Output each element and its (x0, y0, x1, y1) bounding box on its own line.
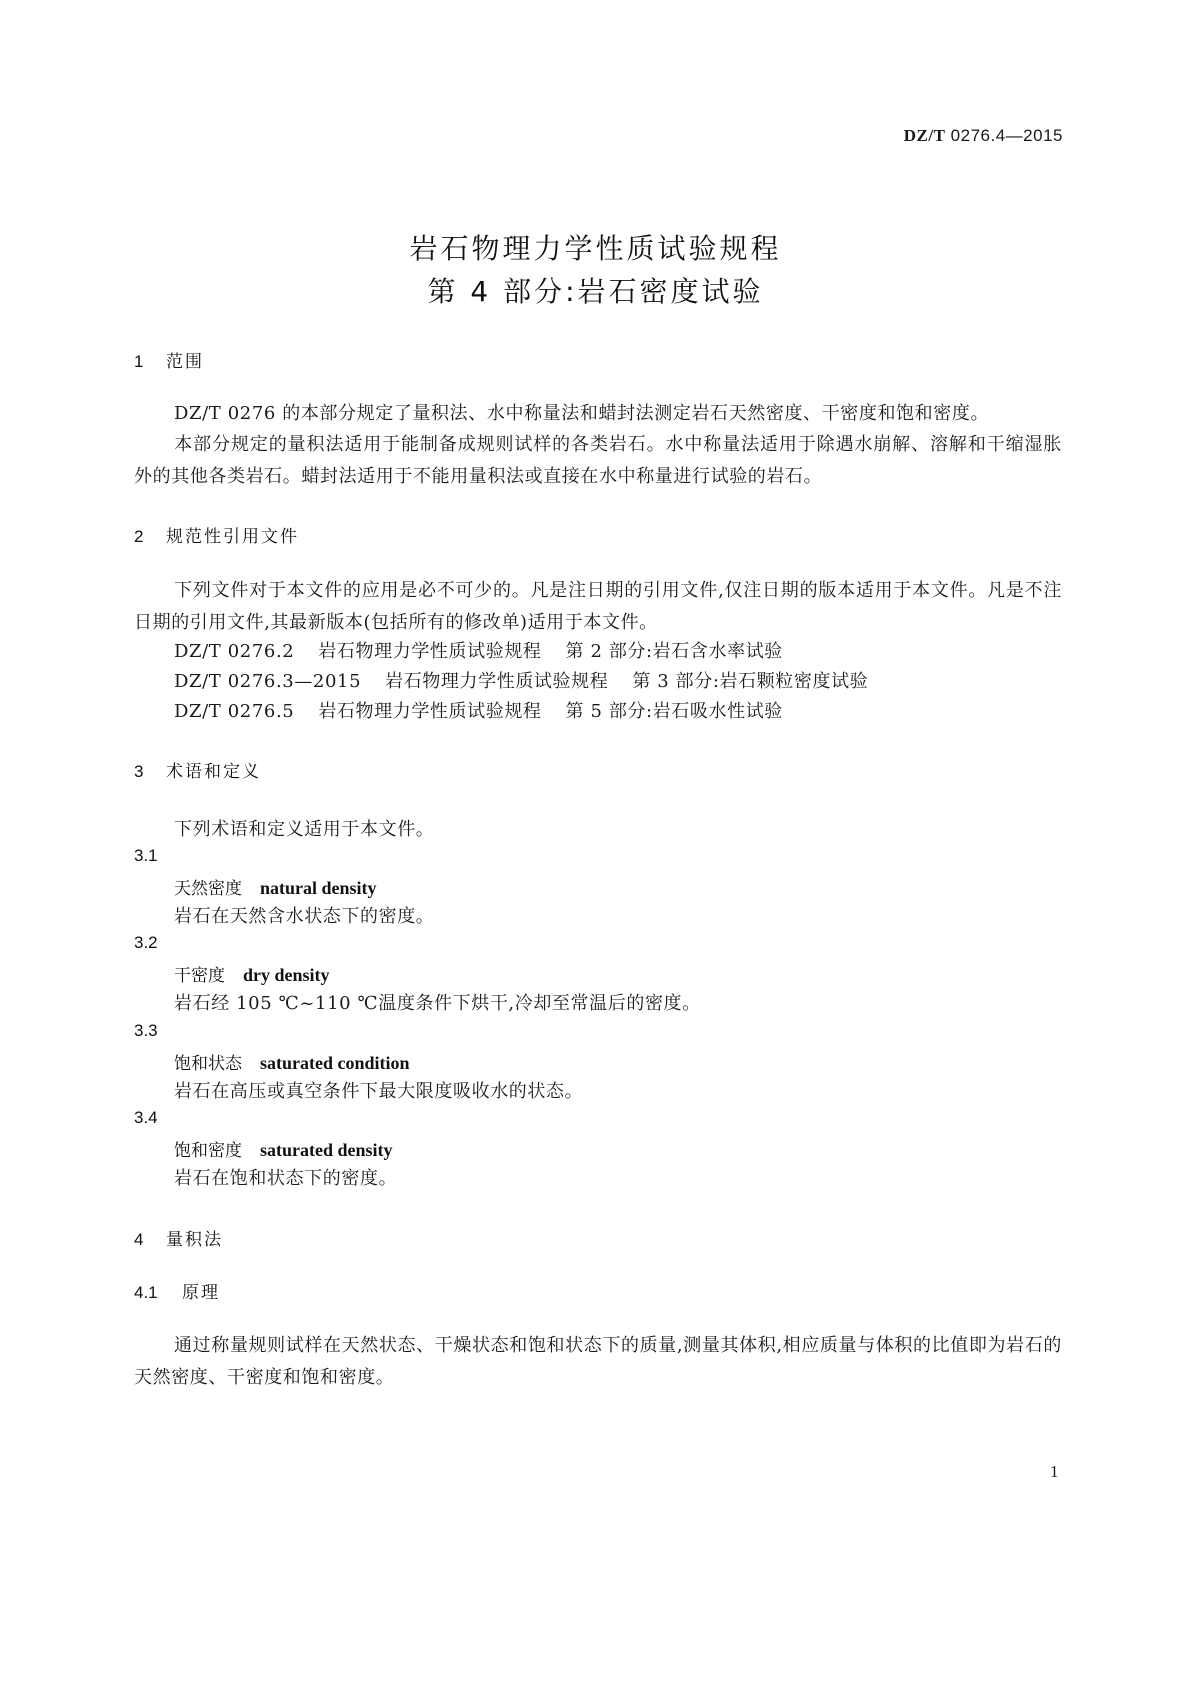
definition-term (174, 961, 330, 986)
subsection-label: 原理 (182, 1283, 220, 1303)
document-title: 岩石物理力学性质试验规程 (409, 232, 782, 265)
section-1-heading (134, 347, 204, 372)
section-number: 2 (134, 527, 144, 546)
section-4-heading (134, 1225, 223, 1250)
reference-part: 第 2 部分:岩石含水率试验 (565, 641, 783, 662)
section-3-intro: 下列术语和定义适用于本文件。 (174, 819, 435, 840)
term-zh: 天然密度 (174, 879, 242, 899)
section-1-paragraph-1 (134, 398, 1062, 430)
definition-term (174, 1049, 410, 1074)
paragraph-text: 下列文件对于本文件的应用是必不可少的。凡是注日期的引用文件,仅注日期的版本适用于本文件。凡是不注日期的引用文件,其最新版本(包括所有的修改单)适用于本文件。 (134, 580, 1062, 633)
term-zh: 饱和状态 (174, 1054, 242, 1074)
reference-item (174, 637, 783, 663)
definition-number: 3.1 (134, 846, 158, 865)
definition-text: 岩石在高压或真空条件下最大限度吸收水的状态。 (174, 1081, 584, 1102)
paragraph-text: DZ/T 0276 的本部分规定了量积法、水中称量法和蜡封法测定岩石天然密度、干密度和饱和密度。 (174, 403, 990, 424)
section-3-heading (134, 757, 261, 782)
reference-title: 岩石物理力学性质试验规程 (318, 701, 542, 722)
definition-number: 3.2 (134, 933, 158, 952)
definition-number: 3.3 (134, 1021, 158, 1040)
term-en: saturated condition (260, 1053, 410, 1073)
reference-item (174, 697, 783, 723)
section-2-paragraph-1 (134, 575, 1062, 639)
reference-part: 第 5 部分:岩石吸水性试验 (565, 701, 783, 722)
reference-part: 第 3 部分:岩石颗粒密度试验 (632, 671, 869, 692)
standard-code-prefix: DZ/T (903, 126, 946, 145)
reference-title: 岩石物理力学性质试验规程 (318, 641, 542, 662)
subsection-4-1-paragraph (134, 1330, 1062, 1394)
reference-code: DZ/T 0276.2 (174, 641, 295, 662)
definition-term (174, 1136, 393, 1161)
standard-code (904, 126, 1063, 146)
paragraph-text: 通过称量规则试样在天然状态、干燥状态和饱和状态下的质量,测量其体积,相应质量与体积的比值即为岩石的天然密度、干密度和饱和密度。 (134, 1335, 1062, 1388)
term-en: natural density (260, 878, 377, 898)
paragraph-text: 本部分规定的量积法适用于能制备成规则试样的各类岩石。水中称量法适用于除遇水崩解、溶解和干缩湿胀外的其他各类岩石。蜡封法适用于不能用量积法或直接在水中称量进行试验的岩石。 (134, 434, 1062, 487)
definition-number: 3.4 (134, 1108, 158, 1127)
reference-code: DZ/T 0276.3—2015 (174, 671, 362, 692)
standard-code-number: 0276.4—2015 (950, 126, 1063, 145)
term-en: saturated density (260, 1140, 393, 1160)
page-number: 1 (1050, 1462, 1059, 1481)
subsection-4-1-heading (134, 1278, 220, 1303)
section-label: 术语和定义 (166, 762, 261, 782)
term-zh: 干密度 (174, 966, 225, 986)
reference-title: 岩石物理力学性质试验规程 (385, 671, 609, 692)
subsection-number: 4.1 (134, 1283, 158, 1302)
definition-text: 岩石在天然含水状态下的密度。 (174, 906, 435, 927)
term-zh: 饱和密度 (174, 1141, 242, 1161)
section-number: 4 (134, 1230, 144, 1249)
reference-code: DZ/T 0276.5 (174, 701, 295, 722)
definition-text: 岩石经 105 ℃~110 ℃温度条件下烘干,冷却至常温后的密度。 (174, 993, 701, 1014)
definition-term (174, 874, 377, 899)
section-1-paragraph-2 (134, 429, 1062, 493)
section-label: 范围 (166, 352, 204, 372)
section-label: 规范性引用文件 (166, 527, 299, 547)
section-number: 1 (134, 352, 144, 371)
section-2-heading (134, 522, 299, 547)
definition-text: 岩石在饱和状态下的密度。 (174, 1168, 398, 1189)
section-number: 3 (134, 762, 144, 781)
reference-item (174, 667, 868, 693)
document-subtitle: 第 4 部分:岩石密度试验 (427, 275, 764, 308)
term-en: dry density (243, 965, 330, 985)
section-label: 量积法 (166, 1230, 223, 1250)
